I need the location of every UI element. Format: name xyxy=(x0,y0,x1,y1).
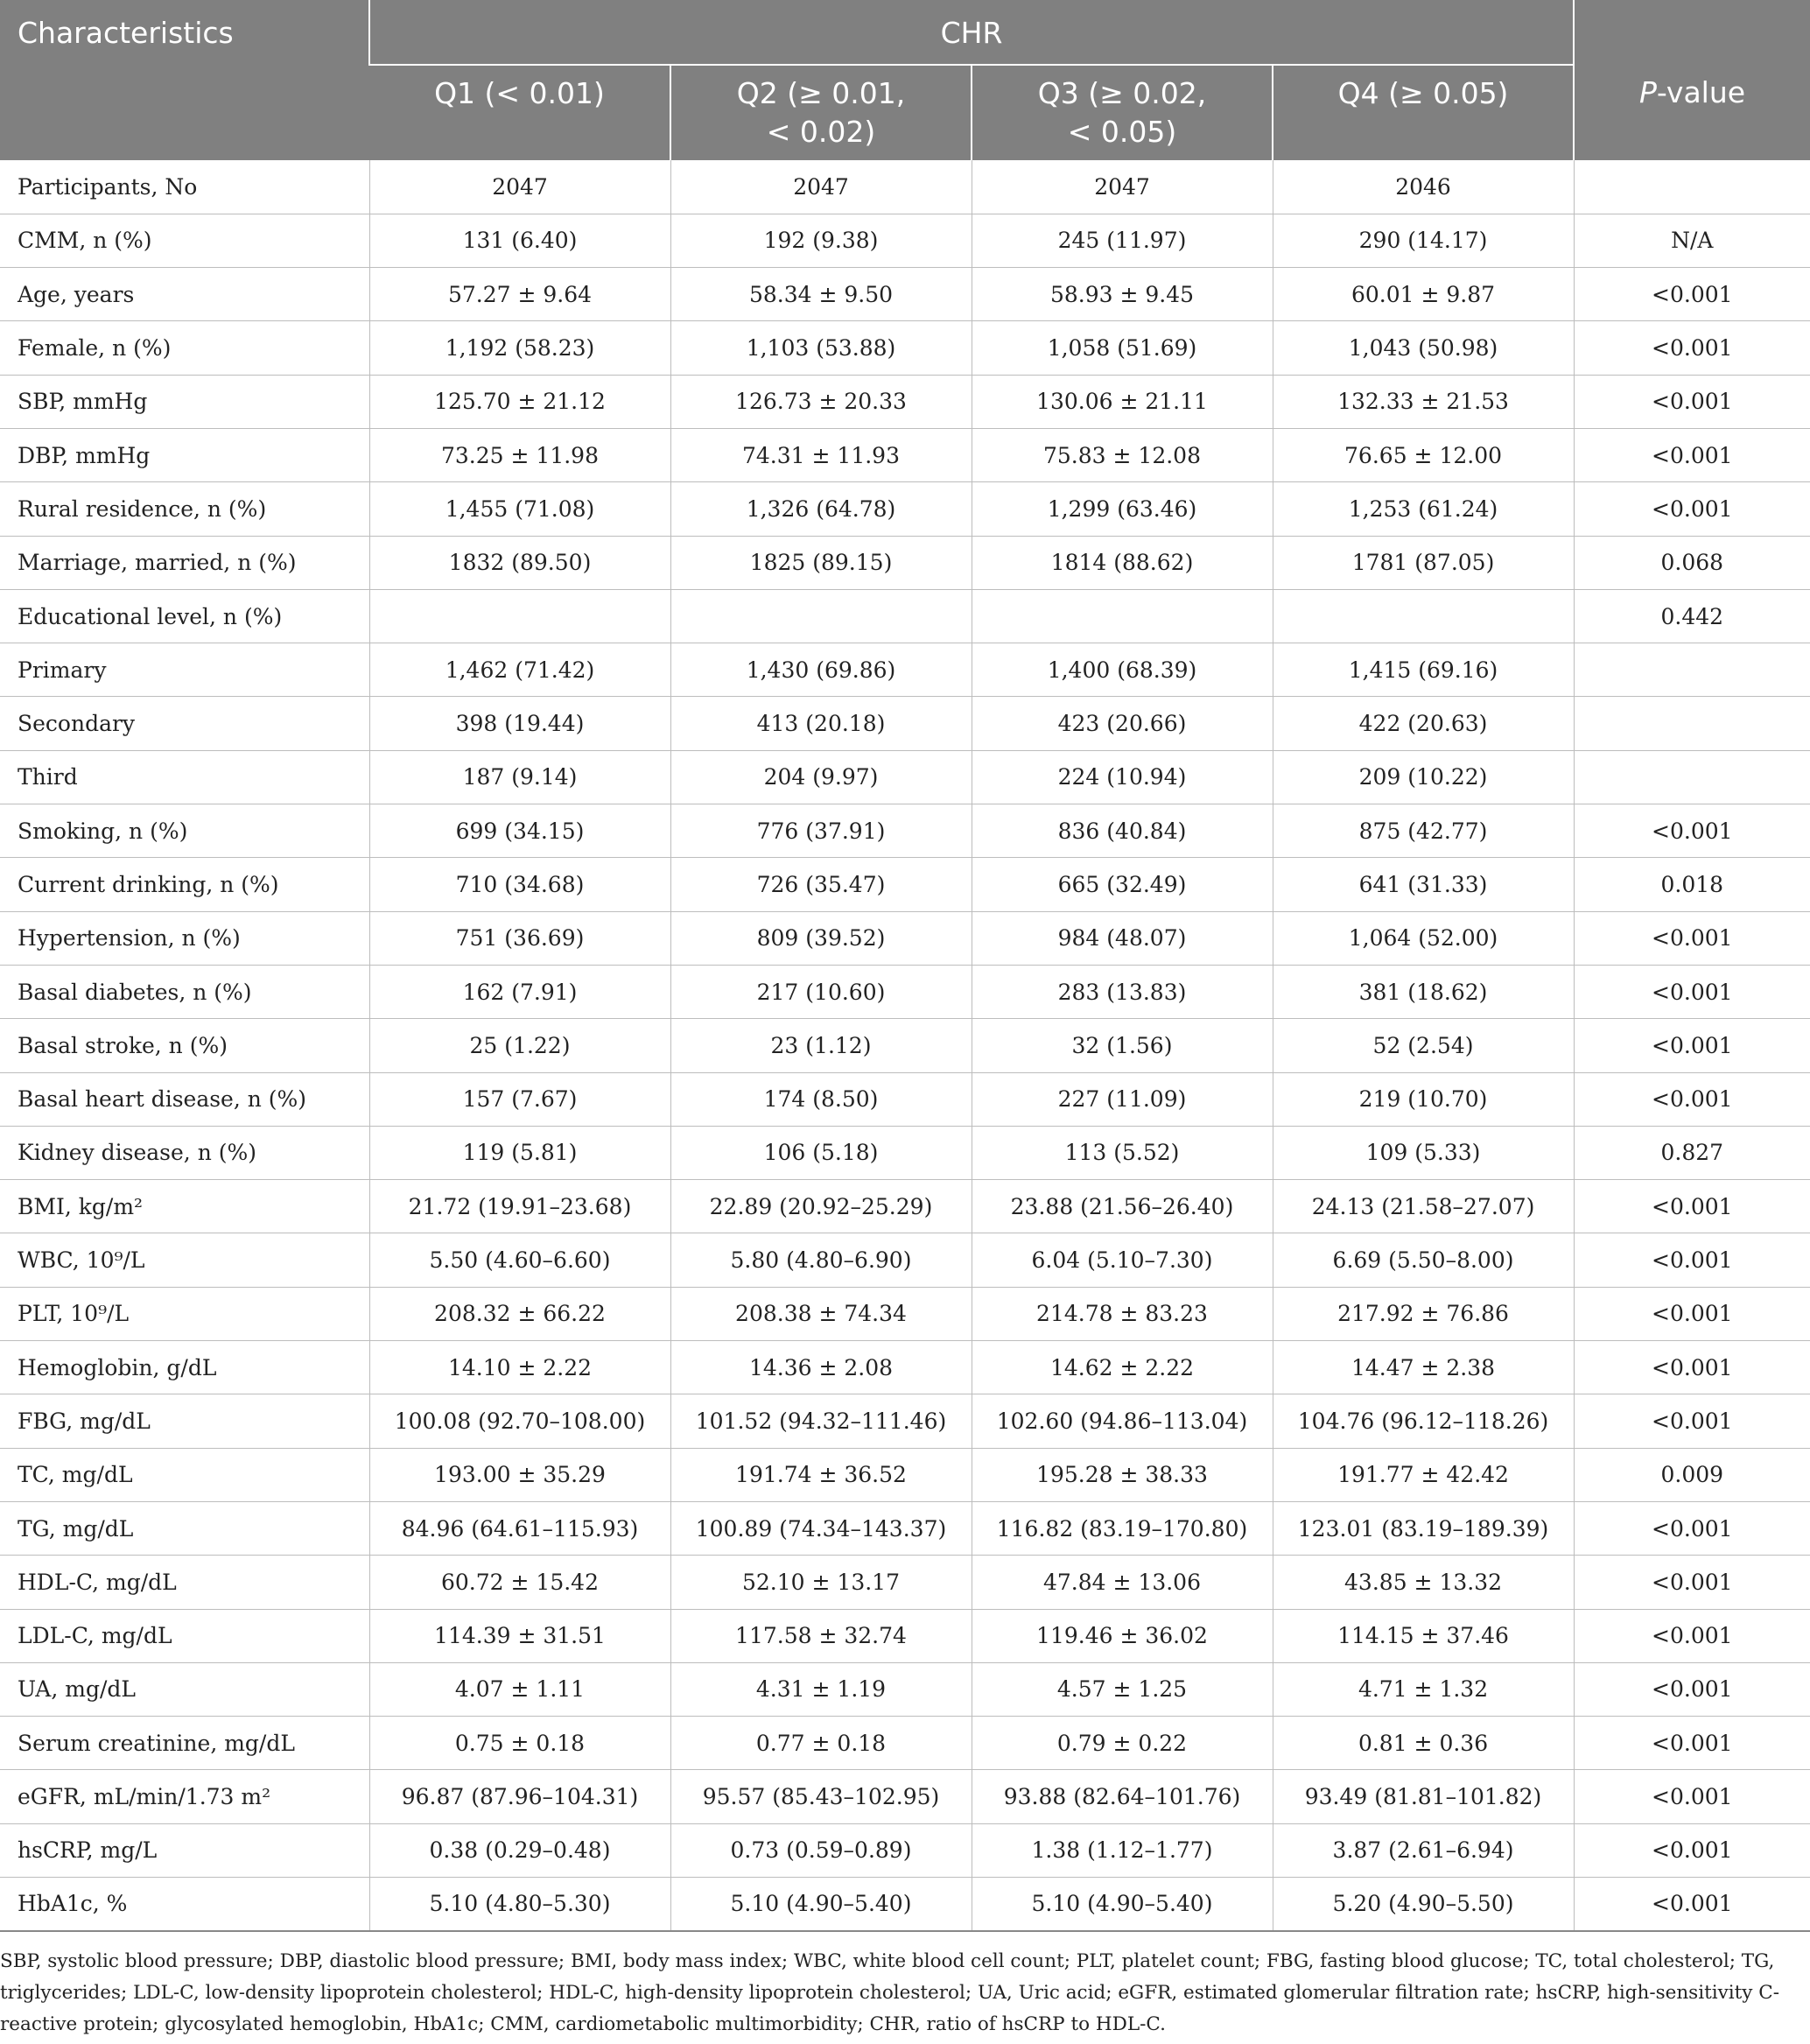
table-cell: 106 (5.18) xyxy=(670,1126,972,1179)
table-cell: 162 (7.91) xyxy=(369,965,670,1018)
row-label: FBG, mg/dL xyxy=(0,1394,369,1448)
row-label: HbA1c, % xyxy=(0,1878,369,1931)
table-cell: 24.13 (21.58–27.07) xyxy=(1273,1180,1574,1233)
table-cell: 809 (39.52) xyxy=(670,911,972,965)
table-cell: 84.96 (64.61–115.93) xyxy=(369,1501,670,1555)
table-row xyxy=(0,589,1810,643)
table-row xyxy=(0,1233,1810,1287)
header-q3: Q3 (≥ 0.02, < 0.05) xyxy=(972,65,1273,160)
p-value-cell: <0.001 xyxy=(1574,1019,1810,1072)
table-cell: 14.47 ± 2.38 xyxy=(1273,1341,1574,1394)
table-cell: 875 (42.77) xyxy=(1273,804,1574,858)
table-cell: 2047 xyxy=(369,160,670,214)
table-cell: 52.10 ± 13.17 xyxy=(670,1556,972,1609)
p-value-cell: <0.001 xyxy=(1574,1662,1810,1716)
table-cell: 422 (20.63) xyxy=(1273,697,1574,750)
table-cell: 57.27 ± 9.64 xyxy=(369,268,670,321)
table-cell: 43.85 ± 13.32 xyxy=(1273,1556,1574,1609)
table-row xyxy=(0,321,1810,375)
table-row xyxy=(0,697,1810,750)
table-row xyxy=(0,1394,1810,1448)
row-label: Educational level, n (%) xyxy=(0,589,369,643)
table-cell: 5.80 (4.80–6.90) xyxy=(670,1233,972,1287)
table-cell: 699 (34.15) xyxy=(369,804,670,858)
table-row xyxy=(0,1717,1810,1770)
table-row xyxy=(0,858,1810,911)
table-cell: 751 (36.69) xyxy=(369,911,670,965)
p-value-cell: <0.001 xyxy=(1574,1394,1810,1448)
p-value-cell: 0.009 xyxy=(1574,1448,1810,1501)
table-cell: 109 (5.33) xyxy=(1273,1126,1574,1179)
table-cell: 217.92 ± 76.86 xyxy=(1273,1287,1574,1340)
table-cell: 1,462 (71.42) xyxy=(369,643,670,697)
table-cell: 227 (11.09) xyxy=(972,1072,1273,1126)
row-label: eGFR, mL/min/1.73 m² xyxy=(0,1770,369,1823)
p-value-cell: <0.001 xyxy=(1574,1878,1810,1931)
table-cell: 23.88 (21.56–26.40) xyxy=(972,1180,1273,1233)
p-value-cell: <0.001 xyxy=(1574,1287,1810,1340)
table-cell: 95.57 (85.43–102.95) xyxy=(670,1770,972,1823)
row-label: LDL-C, mg/dL xyxy=(0,1609,369,1662)
table-row xyxy=(0,750,1810,804)
table-cell: 14.62 ± 2.22 xyxy=(972,1341,1273,1394)
table-cell: 21.72 (19.91–23.68) xyxy=(369,1180,670,1233)
table-cell: 187 (9.14) xyxy=(369,750,670,804)
table-cell: 1,326 (64.78) xyxy=(670,482,972,536)
table-cell: 2047 xyxy=(670,160,972,214)
row-label: CMM, n (%) xyxy=(0,214,369,267)
table-cell: 836 (40.84) xyxy=(972,804,1273,858)
table-cell: 2046 xyxy=(1273,160,1574,214)
table-cell: 73.25 ± 11.98 xyxy=(369,428,670,481)
table-footnote: SBP, systolic blood pressure; DBP, diastolic blood pressure; BMI, body mass index; WBC, white blood cell count; PLT, platelet count; FBG, fasting blood glucose; TC, total cholesterol; TG, triglycerides; LDL-C, low-density lipoprotein cholesterol; HDL-C, high-density lipoprotein cholesterol; UA, Uric acid; eGFR, estimated glomerular filtration rate; hsCRP, high-sensitivity C-reactive protein; glycosylated hemoglobin, HbA1c; CMM, cardiometabolic multimorbidity; CHR, ratio of hsCRP to HDL-C. xyxy=(0,1950,1779,2035)
row-label: Third xyxy=(0,750,369,804)
row-label: Hypertension, n (%) xyxy=(0,911,369,965)
table-cell: 132.33 ± 21.53 xyxy=(1273,375,1574,428)
table-cell: 219 (10.70) xyxy=(1273,1072,1574,1126)
p-value-cell xyxy=(1574,643,1810,697)
table-cell: 174 (8.50) xyxy=(670,1072,972,1126)
p-value-cell: <0.001 xyxy=(1574,321,1810,375)
table-cell: 0.81 ± 0.36 xyxy=(1273,1717,1574,1770)
row-label: WBC, 10⁹/L xyxy=(0,1233,369,1287)
p-value-cell: <0.001 xyxy=(1574,911,1810,965)
table-cell: 100.89 (74.34–143.37) xyxy=(670,1501,972,1555)
table-row xyxy=(0,1072,1810,1126)
table-cell: 1832 (89.50) xyxy=(369,536,670,589)
table-cell: 217 (10.60) xyxy=(670,965,972,1018)
p-value-cell: <0.001 xyxy=(1574,1556,1810,1609)
table-cell: 1,192 (58.23) xyxy=(369,321,670,375)
p-value-cell: <0.001 xyxy=(1574,1717,1810,1770)
p-value-cell xyxy=(1574,697,1810,750)
table-cell: 5.10 (4.90–5.40) xyxy=(972,1878,1273,1931)
table-row xyxy=(0,268,1810,321)
row-label: Serum creatinine, mg/dL xyxy=(0,1717,369,1770)
row-label: Basal heart disease, n (%) xyxy=(0,1072,369,1126)
table-cell: 5.10 (4.80–5.30) xyxy=(369,1878,670,1931)
p-value-cell: <0.001 xyxy=(1574,1770,1810,1823)
table-cell: 2047 xyxy=(972,160,1273,214)
table-cell: 93.49 (81.81–101.82) xyxy=(1273,1770,1574,1823)
table-cell: 102.60 (94.86–113.04) xyxy=(972,1394,1273,1448)
row-label: Age, years xyxy=(0,268,369,321)
table-cell: 0.79 ± 0.22 xyxy=(972,1717,1273,1770)
table-cell: 1,103 (53.88) xyxy=(670,321,972,375)
p-value-cell: 0.068 xyxy=(1574,536,1810,589)
table-cell: 195.28 ± 38.33 xyxy=(972,1448,1273,1501)
table-cell: 126.73 ± 20.33 xyxy=(670,375,972,428)
table-cell: 14.10 ± 2.22 xyxy=(369,1341,670,1394)
table-cell: 191.77 ± 42.42 xyxy=(1273,1448,1574,1501)
table-cell: 74.31 ± 11.93 xyxy=(670,428,972,481)
table-cell: 119.46 ± 36.02 xyxy=(972,1609,1273,1662)
row-label: Female, n (%) xyxy=(0,321,369,375)
table-row xyxy=(0,1556,1810,1609)
row-label: Primary xyxy=(0,643,369,697)
table-cell: 117.58 ± 32.74 xyxy=(670,1609,972,1662)
table-cell: 4.07 ± 1.11 xyxy=(369,1662,670,1716)
table-cell: 47.84 ± 13.06 xyxy=(972,1556,1273,1609)
row-label: TG, mg/dL xyxy=(0,1501,369,1555)
table-row xyxy=(0,804,1810,858)
table-row xyxy=(0,1126,1810,1179)
header-blank-cell xyxy=(1574,0,1810,65)
header-q4: Q4 (≥ 0.05) xyxy=(1273,65,1574,160)
table-cell xyxy=(369,589,670,643)
table-cell: 113 (5.52) xyxy=(972,1126,1273,1179)
row-label: SBP, mmHg xyxy=(0,375,369,428)
header-q2: Q2 (≥ 0.01, < 0.02) xyxy=(670,65,972,160)
p-value-cell: N/A xyxy=(1574,214,1810,267)
table-cell: 1,058 (51.69) xyxy=(972,321,1273,375)
table-cell: 32 (1.56) xyxy=(972,1019,1273,1072)
table-row xyxy=(0,482,1810,536)
row-label: Kidney disease, n (%) xyxy=(0,1126,369,1179)
table-row xyxy=(0,375,1810,428)
table-row xyxy=(0,1341,1810,1394)
table-cell: 1825 (89.15) xyxy=(670,536,972,589)
row-label: Current drinking, n (%) xyxy=(0,858,369,911)
table-cell: 726 (35.47) xyxy=(670,858,972,911)
table-cell: 1,455 (71.08) xyxy=(369,482,670,536)
table-cell: 60.72 ± 15.42 xyxy=(369,1556,670,1609)
table-cell: 157 (7.67) xyxy=(369,1072,670,1126)
table-cell xyxy=(670,589,972,643)
table-cell: 100.08 (92.70–108.00) xyxy=(369,1394,670,1448)
table-cell: 58.93 ± 9.45 xyxy=(972,268,1273,321)
row-label: Rural residence, n (%) xyxy=(0,482,369,536)
table-row xyxy=(0,1019,1810,1072)
row-label: Secondary xyxy=(0,697,369,750)
table-cell: 130.06 ± 21.11 xyxy=(972,375,1273,428)
table-row xyxy=(0,160,1810,214)
table-row xyxy=(0,1501,1810,1555)
table-cell: 93.88 (82.64–101.76) xyxy=(972,1770,1273,1823)
table-cell: 1,043 (50.98) xyxy=(1273,321,1574,375)
p-value-cell: <0.001 xyxy=(1574,1233,1810,1287)
table-cell: 14.36 ± 2.08 xyxy=(670,1341,972,1394)
table-cell: 209 (10.22) xyxy=(1273,750,1574,804)
table-cell: 116.82 (83.19–170.80) xyxy=(972,1501,1273,1555)
table-cell: 0.38 (0.29–0.48) xyxy=(369,1823,670,1877)
table-cell: 4.31 ± 1.19 xyxy=(670,1662,972,1716)
table-cell: 193.00 ± 35.29 xyxy=(369,1448,670,1501)
table-cell: 60.01 ± 9.87 xyxy=(1273,268,1574,321)
table-cell: 22.89 (20.92–25.29) xyxy=(670,1180,972,1233)
table-cell: 5.50 (4.60–6.60) xyxy=(369,1233,670,1287)
header-q1: Q1 (< 0.01) xyxy=(369,65,670,160)
table-body xyxy=(0,160,1810,1931)
table-cell: 1,400 (68.39) xyxy=(972,643,1273,697)
table-cell: 245 (11.97) xyxy=(972,214,1273,267)
table-row xyxy=(0,965,1810,1018)
table-cell: 208.38 ± 74.34 xyxy=(670,1287,972,1340)
p-value-cell: <0.001 xyxy=(1574,1609,1810,1662)
table-cell: 23 (1.12) xyxy=(670,1019,972,1072)
table-row xyxy=(0,1180,1810,1233)
row-label: PLT, 10⁹/L xyxy=(0,1287,369,1340)
table-cell: 114.39 ± 31.51 xyxy=(369,1609,670,1662)
table-cell: 641 (31.33) xyxy=(1273,858,1574,911)
p-value-cell: <0.001 xyxy=(1574,482,1810,536)
p-value-cell: <0.001 xyxy=(1574,1072,1810,1126)
row-label: DBP, mmHg xyxy=(0,428,369,481)
header-chr-group: CHR xyxy=(369,0,1574,65)
table-cell: 1,299 (63.46) xyxy=(972,482,1273,536)
table-cell: 290 (14.17) xyxy=(1273,214,1574,267)
table-row xyxy=(0,911,1810,965)
table-cell: 398 (19.44) xyxy=(369,697,670,750)
table-row xyxy=(0,1878,1810,1931)
table-cell: 5.10 (4.90–5.40) xyxy=(670,1878,972,1931)
table-cell: 1,415 (69.16) xyxy=(1273,643,1574,697)
table-row xyxy=(0,428,1810,481)
table-cell: 191.74 ± 36.52 xyxy=(670,1448,972,1501)
p-value-cell: <0.001 xyxy=(1574,428,1810,481)
table-cell xyxy=(972,589,1273,643)
table-row xyxy=(0,214,1810,267)
p-value-cell: <0.001 xyxy=(1574,268,1810,321)
table-cell: 101.52 (94.32–111.46) xyxy=(670,1394,972,1448)
p-value-cell: <0.001 xyxy=(1574,804,1810,858)
table-cell: 76.65 ± 12.00 xyxy=(1273,428,1574,481)
row-label: Participants, No xyxy=(0,160,369,214)
table-cell: 1,430 (69.86) xyxy=(670,643,972,697)
table-cell: 58.34 ± 9.50 xyxy=(670,268,972,321)
table-cell: 1814 (88.62) xyxy=(972,536,1273,589)
table-cell: 104.76 (96.12–118.26) xyxy=(1273,1394,1574,1448)
p-value-cell: 0.442 xyxy=(1574,589,1810,643)
table-cell: 204 (9.97) xyxy=(670,750,972,804)
table-cell: 0.77 ± 0.18 xyxy=(670,1717,972,1770)
p-value-cell: <0.001 xyxy=(1574,1823,1810,1877)
p-value-cell xyxy=(1574,750,1810,804)
table-cell: 4.71 ± 1.32 xyxy=(1273,1662,1574,1716)
row-label: BMI, kg/m² xyxy=(0,1180,369,1233)
table-cell: 3.87 (2.61–6.94) xyxy=(1273,1823,1574,1877)
row-label: Basal stroke, n (%) xyxy=(0,1019,369,1072)
table-cell: 25 (1.22) xyxy=(369,1019,670,1072)
row-label: HDL-C, mg/dL xyxy=(0,1556,369,1609)
table-cell: 4.57 ± 1.25 xyxy=(972,1662,1273,1716)
table-row xyxy=(0,643,1810,697)
p-value-cell: <0.001 xyxy=(1574,1180,1810,1233)
table-cell: 119 (5.81) xyxy=(369,1126,670,1179)
table-cell: 1781 (87.05) xyxy=(1273,536,1574,589)
table-cell: 283 (13.83) xyxy=(972,965,1273,1018)
row-label: hsCRP, mg/L xyxy=(0,1823,369,1877)
p-value-cell: <0.001 xyxy=(1574,965,1810,1018)
row-label: Marriage, married, n (%) xyxy=(0,536,369,589)
table-row xyxy=(0,1287,1810,1340)
table-cell: 75.83 ± 12.08 xyxy=(972,428,1273,481)
p-value-cell: <0.001 xyxy=(1574,1341,1810,1394)
table-cell: 114.15 ± 37.46 xyxy=(1273,1609,1574,1662)
header-p-value: P-value xyxy=(1574,65,1810,160)
table-row xyxy=(0,536,1810,589)
p-value-cell: 0.827 xyxy=(1574,1126,1810,1179)
table-row xyxy=(0,1448,1810,1501)
table-cell: 1,064 (52.00) xyxy=(1273,911,1574,965)
table-cell: 123.01 (83.19–189.39) xyxy=(1273,1501,1574,1555)
table-cell: 776 (37.91) xyxy=(670,804,972,858)
table-cell: 0.73 (0.59–0.89) xyxy=(670,1823,972,1877)
table-cell: 208.32 ± 66.22 xyxy=(369,1287,670,1340)
table-cell: 665 (32.49) xyxy=(972,858,1273,911)
p-value-cell: 0.018 xyxy=(1574,858,1810,911)
table-row xyxy=(0,1609,1810,1662)
table-cell: 1,253 (61.24) xyxy=(1273,482,1574,536)
table-cell: 984 (48.07) xyxy=(972,911,1273,965)
table-cell: 5.20 (4.90–5.50) xyxy=(1273,1878,1574,1931)
row-label: TC, mg/dL xyxy=(0,1448,369,1501)
p-value-cell: <0.001 xyxy=(1574,375,1810,428)
table-row xyxy=(0,1770,1810,1823)
header-characteristics: Characteristics xyxy=(0,0,369,160)
table-cell: 6.04 (5.10–7.30) xyxy=(972,1233,1273,1287)
table-cell: 214.78 ± 83.23 xyxy=(972,1287,1273,1340)
table-row xyxy=(0,1662,1810,1716)
table-cell: 381 (18.62) xyxy=(1273,965,1574,1018)
table-cell: 125.70 ± 21.12 xyxy=(369,375,670,428)
p-value-cell xyxy=(1574,160,1810,214)
row-label: Hemoglobin, g/dL xyxy=(0,1341,369,1394)
table-cell: 52 (2.54) xyxy=(1273,1019,1574,1072)
table-cell: 710 (34.68) xyxy=(369,858,670,911)
table-cell: 192 (9.38) xyxy=(670,214,972,267)
row-label: UA, mg/dL xyxy=(0,1662,369,1716)
table-cell: 1.38 (1.12–1.77) xyxy=(972,1823,1273,1877)
table-cell xyxy=(1273,589,1574,643)
table-cell: 131 (6.40) xyxy=(369,214,670,267)
table-cell: 413 (20.18) xyxy=(670,697,972,750)
table-cell: 0.75 ± 0.18 xyxy=(369,1717,670,1770)
table-row xyxy=(0,1823,1810,1877)
p-value-cell: <0.001 xyxy=(1574,1501,1810,1555)
row-label: Basal diabetes, n (%) xyxy=(0,965,369,1018)
row-label: Smoking, n (%) xyxy=(0,804,369,858)
table-cell: 96.87 (87.96–104.31) xyxy=(369,1770,670,1823)
table-cell: 224 (10.94) xyxy=(972,750,1273,804)
table-cell: 6.69 (5.50–8.00) xyxy=(1273,1233,1574,1287)
table-cell: 423 (20.66) xyxy=(972,697,1273,750)
